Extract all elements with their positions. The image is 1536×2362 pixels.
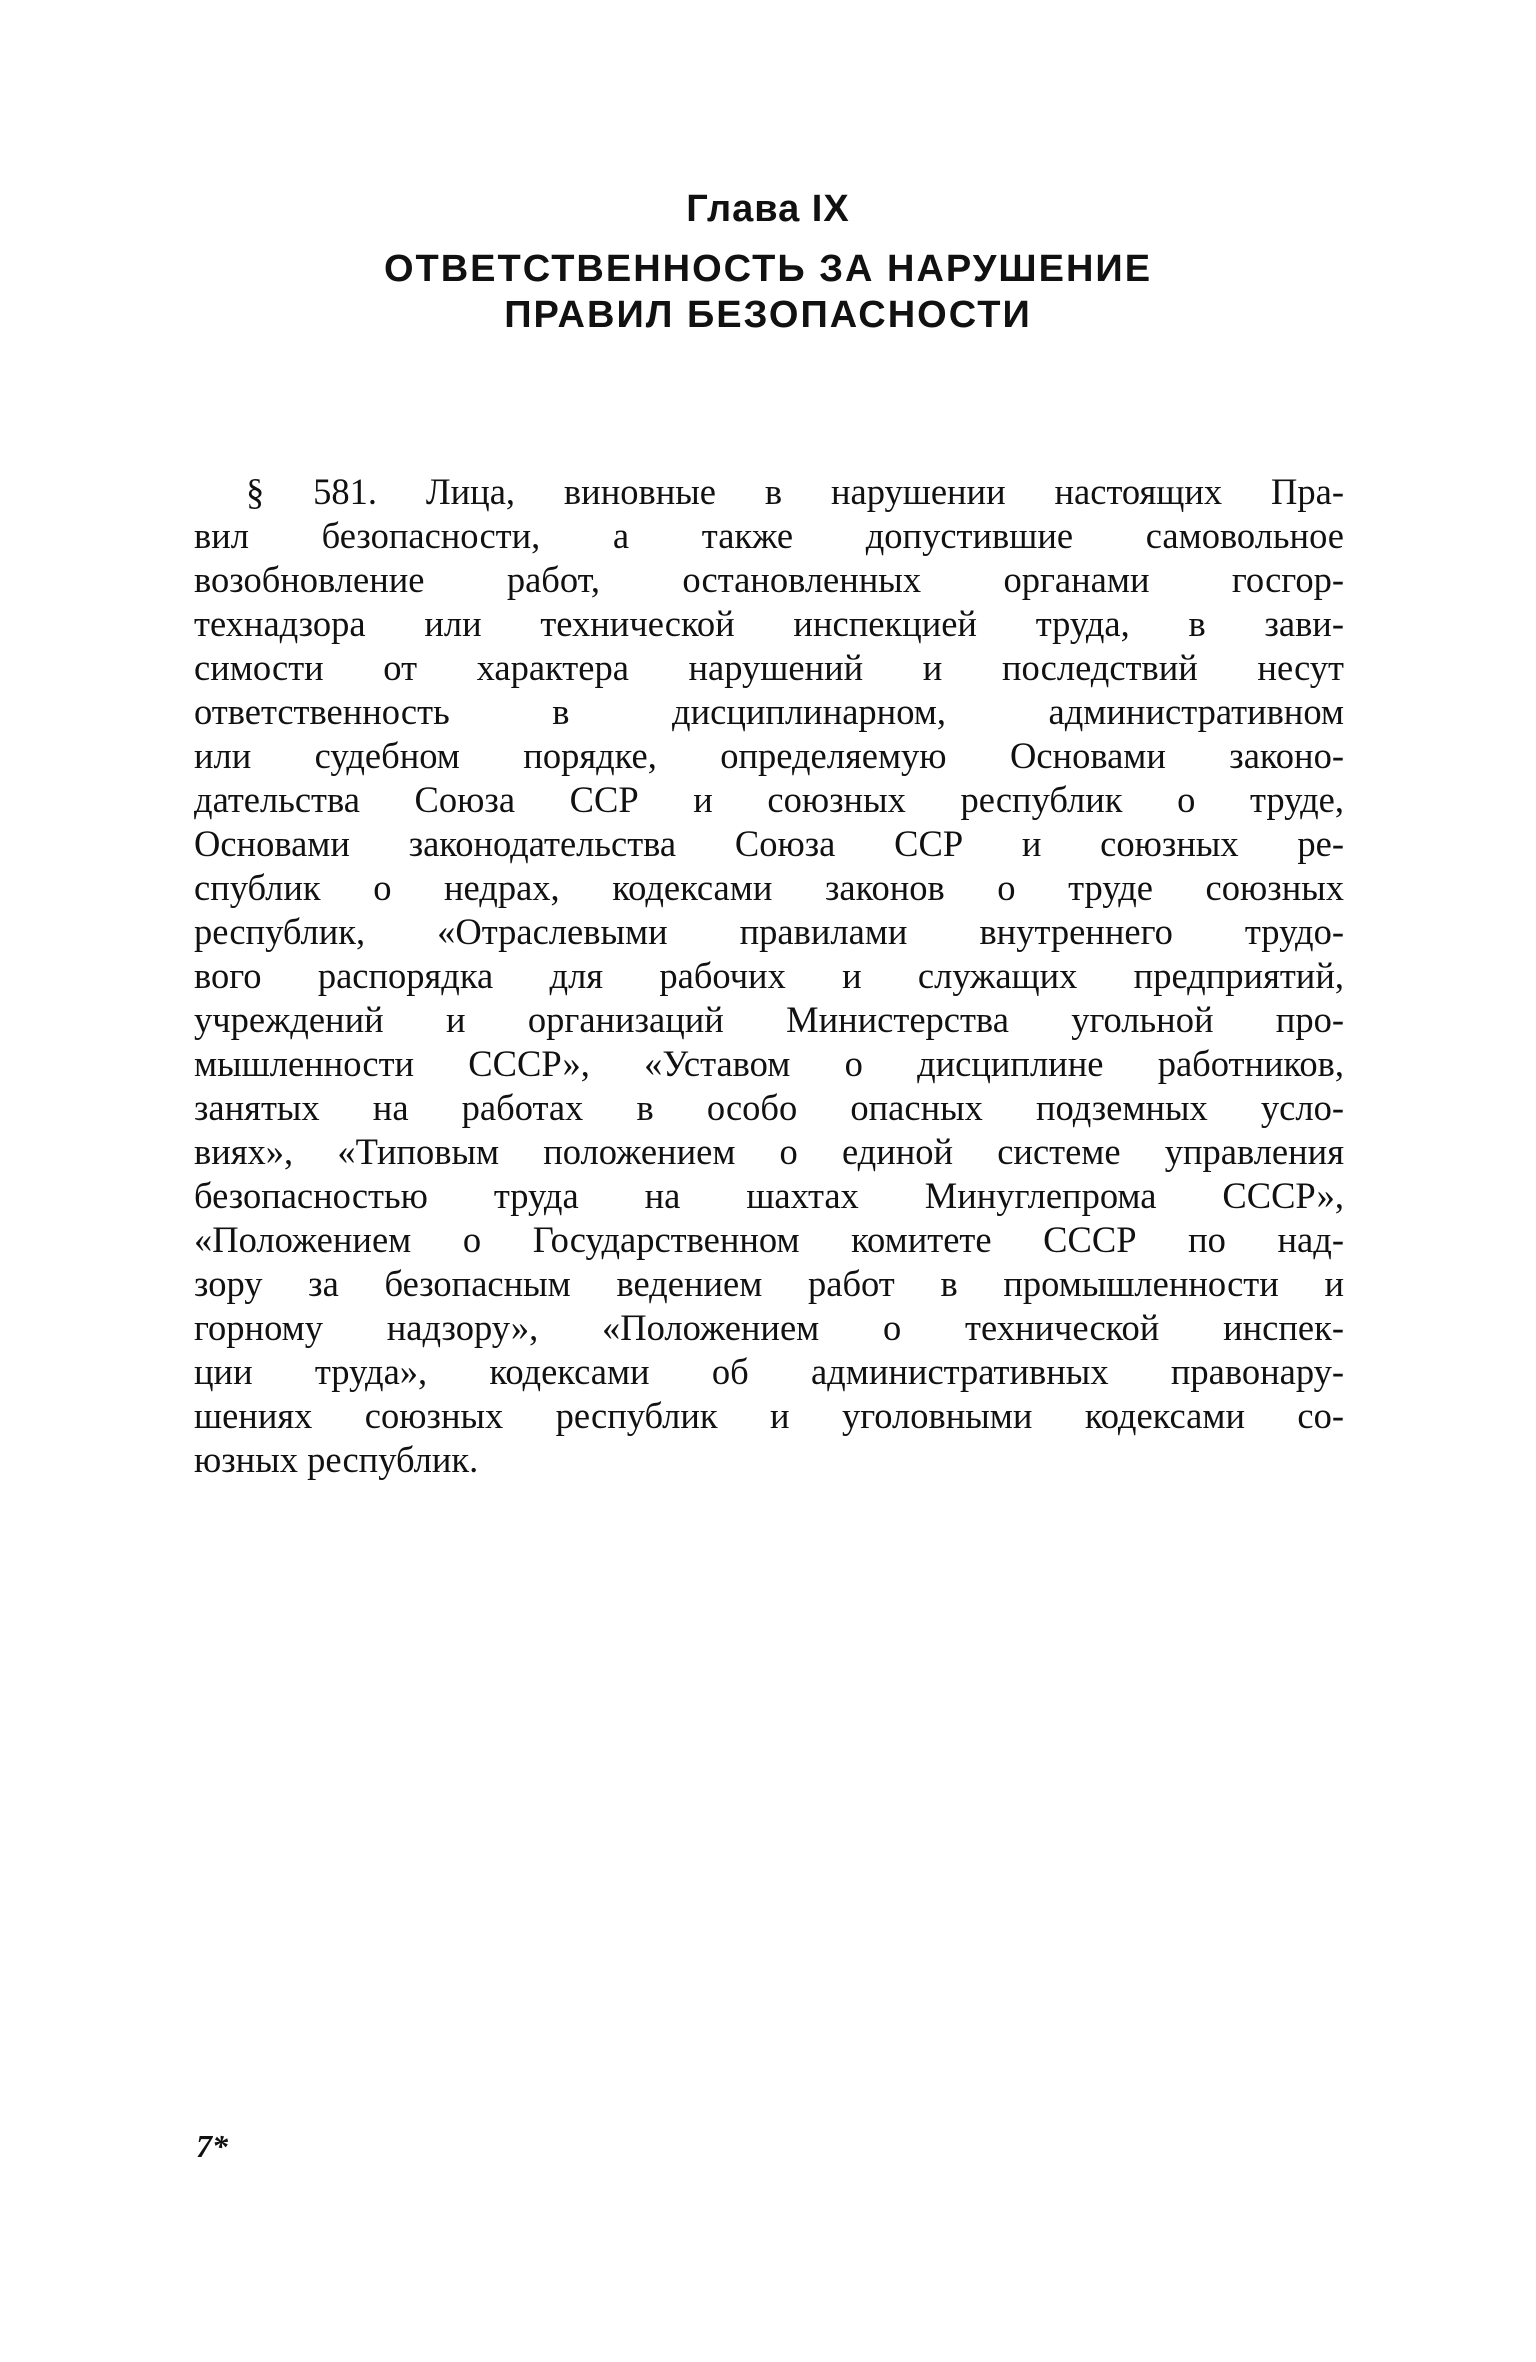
paragraph-line: возобновление работ, остановленных органами госгор- [194, 559, 1344, 600]
paragraph-line: спублик о недрах, кодексами законов о труде союзных [194, 867, 1344, 908]
paragraph-line: дательства Союза ССР и союзных республик о труде, [194, 779, 1344, 820]
paragraph-line: безопасностью труда на шахтах Минуглепрома СССР», [194, 1175, 1344, 1216]
paragraph-line: горному надзору», «Положением о технической инспек- [194, 1307, 1344, 1348]
paragraph-line: шениях союзных республик и уголовными кодексами со- [194, 1395, 1344, 1436]
paragraph-line: «Положением о Государственном комитете СССР по над- [194, 1219, 1344, 1260]
page-signature-mark: 7* [196, 2128, 228, 2164]
section-581-paragraph [194, 470, 1344, 1482]
paragraph-line: симости от характера нарушений и последствий несут [194, 647, 1344, 688]
paragraph-line: технадзора или технической инспекцией труда, в зави- [194, 603, 1344, 644]
chapter-title-line: ПРАВИЛ БЕЗОПАСНОСТИ [504, 294, 1032, 336]
paragraph-line: ции труда», кодексами об административных правонару- [194, 1351, 1344, 1392]
paragraph-line: учреждений и организаций Министерства угольной про- [194, 999, 1344, 1040]
paragraph-line: занятых на работах в особо опасных подземных усло- [194, 1087, 1344, 1128]
paragraph-line: зору за безопасным ведением работ в промышленности и [194, 1263, 1344, 1304]
chapter-title-line: ОТВЕТСТВЕННОСТЬ ЗА НАРУШЕНИЕ [383, 248, 1153, 290]
chapter-title [0, 246, 1536, 338]
paragraph-line: виях», «Типовым положением о единой системе управления [194, 1131, 1344, 1172]
paragraph-line: вил безопасности, а также допустившие самовольное [194, 515, 1344, 556]
paragraph-line: мышленности СССР», «Уставом о дисциплине работников, [194, 1043, 1344, 1084]
paragraph-line: ответственность в дисциплинарном, административном [194, 691, 1344, 732]
chapter-number: Глава IX [686, 188, 850, 230]
paragraph-line: республик, «Отраслевыми правилами внутреннего трудо- [194, 911, 1344, 952]
paragraph-line: юзных республик. [194, 1439, 479, 1480]
paragraph-line: § 581. Лица, виновные в нарушении настоящих Пра- [246, 471, 1344, 512]
paragraph-line: вого распорядка для рабочих и служащих предприятий, [194, 955, 1344, 996]
paragraph-line: или судебном порядке, определяемую Основами законо- [194, 735, 1344, 776]
paragraph-line: Основами законодательства Союза ССР и союзных ре- [194, 823, 1344, 864]
